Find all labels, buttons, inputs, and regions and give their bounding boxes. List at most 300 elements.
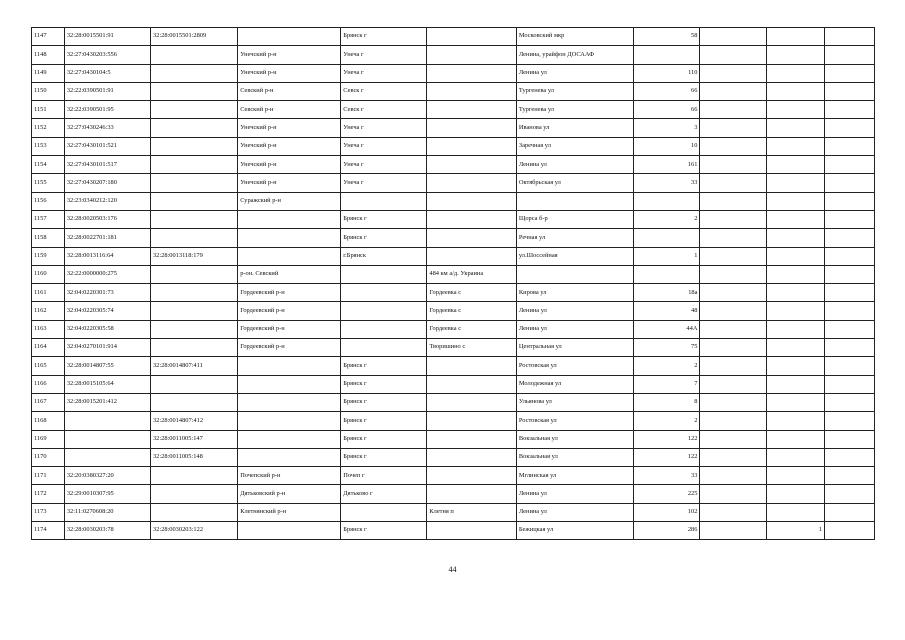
cell-house-number: 48 xyxy=(633,302,700,320)
cell-parent-cadastral-number xyxy=(150,284,237,302)
cell-house-number: 122 xyxy=(633,448,700,466)
cell-cadastral-number: 32:27:0430104:5 xyxy=(64,64,150,82)
cell-district: Клетнянский р-н xyxy=(238,503,341,521)
cell-street: Иванова ул xyxy=(516,119,633,137)
cell-extra-col-2 xyxy=(767,210,825,228)
cell-district xyxy=(238,28,341,46)
cell-extra-col-3 xyxy=(825,46,875,64)
table-row xyxy=(32,156,875,174)
cell-extra-col-1 xyxy=(700,485,767,503)
cell-row-number: 1152 xyxy=(32,119,65,137)
table-row xyxy=(32,339,875,357)
cell-parent-cadastral-number xyxy=(150,101,237,119)
table-row xyxy=(32,174,875,192)
cell-street: Ленина ул xyxy=(516,302,633,320)
cell-extra-col-3 xyxy=(825,82,875,100)
cell-house-number xyxy=(633,192,700,210)
cell-extra-col-3 xyxy=(825,247,875,265)
cell-row-number: 1164 xyxy=(32,339,65,357)
cell-house-number: 10 xyxy=(633,137,700,155)
cell-extra-col-3 xyxy=(825,192,875,210)
cell-extra-col-1 xyxy=(700,28,767,46)
cell-settlement xyxy=(427,229,517,247)
cell-settlement: Гордеевка с xyxy=(427,302,517,320)
cell-extra-col-3 xyxy=(825,339,875,357)
cell-cadastral-number: 32:22:0390501:91 xyxy=(64,82,150,100)
cell-extra-col-3 xyxy=(825,485,875,503)
cell-extra-col-1 xyxy=(700,82,767,100)
cell-street: Щорса б-р xyxy=(516,210,633,228)
cell-house-number: 1 xyxy=(633,247,700,265)
cell-city: Унеча г xyxy=(341,174,427,192)
registry-table-body xyxy=(32,28,875,540)
cell-row-number: 1171 xyxy=(32,467,65,485)
cell-cadastral-number: 32:23:0340212:120 xyxy=(64,192,150,210)
cell-extra-col-1 xyxy=(700,357,767,375)
cell-house-number: 75 xyxy=(633,339,700,357)
cell-settlement xyxy=(427,393,517,411)
cell-settlement xyxy=(427,357,517,375)
cell-settlement: 484 км а/д. Украина xyxy=(427,265,517,283)
cell-extra-col-2 xyxy=(767,82,825,100)
cell-house-number: 2 xyxy=(633,210,700,228)
cell-city: Брянск г xyxy=(341,412,427,430)
cell-city: Дятьково г xyxy=(341,485,427,503)
cell-house-number: 7 xyxy=(633,375,700,393)
cell-city: Брянск г xyxy=(341,430,427,448)
cell-extra-col-2 xyxy=(767,503,825,521)
cell-cadastral-number: 32:27:0430203:556 xyxy=(64,46,150,64)
cell-cadastral-number: 32:04:0220301:73 xyxy=(64,284,150,302)
cell-extra-col-1 xyxy=(700,137,767,155)
cell-cadastral-number: 32:28:0015201:412 xyxy=(64,393,150,411)
cell-house-number: 44А xyxy=(633,320,700,338)
cell-street xyxy=(516,192,633,210)
cell-house-number: 225 xyxy=(633,485,700,503)
cell-settlement xyxy=(427,156,517,174)
cell-house-number: 102 xyxy=(633,503,700,521)
cell-settlement xyxy=(427,485,517,503)
cell-district: Унечский р-н xyxy=(238,64,341,82)
cell-settlement xyxy=(427,375,517,393)
cell-parent-cadastral-number xyxy=(150,174,237,192)
cell-extra-col-1 xyxy=(700,448,767,466)
cell-cadastral-number: 32:22:0390501:95 xyxy=(64,101,150,119)
cell-row-number: 1151 xyxy=(32,101,65,119)
cell-district: Севский р-н xyxy=(238,82,341,100)
cell-extra-col-1 xyxy=(700,192,767,210)
cell-settlement xyxy=(427,64,517,82)
cell-house-number: 33 xyxy=(633,467,700,485)
cell-street: Московский мкр xyxy=(516,28,633,46)
cell-house-number: 8 xyxy=(633,393,700,411)
cell-city xyxy=(341,503,427,521)
cell-street: Октябрьская ул xyxy=(516,174,633,192)
cell-street: Ленина ул xyxy=(516,485,633,503)
cell-district xyxy=(238,210,341,228)
cell-parent-cadastral-number xyxy=(150,265,237,283)
cell-district: Гордеевский р-н xyxy=(238,320,341,338)
cell-extra-col-1 xyxy=(700,522,767,540)
cell-extra-col-1 xyxy=(700,156,767,174)
cell-cadastral-number: 32:28:0014807:55 xyxy=(64,357,150,375)
cell-row-number: 1173 xyxy=(32,503,65,521)
cell-extra-col-1 xyxy=(700,320,767,338)
cell-parent-cadastral-number xyxy=(150,156,237,174)
page-number: 44 xyxy=(448,565,457,574)
cell-city: Почеп г xyxy=(341,467,427,485)
cell-parent-cadastral-number: 32:28:0011005:148 xyxy=(150,448,237,466)
cell-extra-col-1 xyxy=(700,302,767,320)
cell-settlement xyxy=(427,192,517,210)
cell-settlement: Клетня п xyxy=(427,503,517,521)
cell-cadastral-number: 32:04:0220305:74 xyxy=(64,302,150,320)
cell-extra-col-3 xyxy=(825,393,875,411)
cell-extra-col-3 xyxy=(825,137,875,155)
cell-extra-col-3 xyxy=(825,430,875,448)
cell-row-number: 1150 xyxy=(32,82,65,100)
cell-street: Ростовская ул xyxy=(516,357,633,375)
cell-city: Унеча г xyxy=(341,64,427,82)
table-row xyxy=(32,467,875,485)
cell-extra-col-2 xyxy=(767,375,825,393)
cell-extra-col-2 xyxy=(767,174,825,192)
cell-extra-col-2 xyxy=(767,485,825,503)
cell-extra-col-2 xyxy=(767,137,825,155)
cell-extra-col-2 xyxy=(767,467,825,485)
cell-district xyxy=(238,357,341,375)
cell-parent-cadastral-number xyxy=(150,320,237,338)
cell-city: Брянск г xyxy=(341,210,427,228)
cell-extra-col-2 xyxy=(767,119,825,137)
cell-row-number: 1161 xyxy=(32,284,65,302)
cell-street: Речная ул xyxy=(516,229,633,247)
cell-district: Унечский р-н xyxy=(238,137,341,155)
cell-city xyxy=(341,339,427,357)
cell-extra-col-2 xyxy=(767,448,825,466)
cell-settlement: Творишино с xyxy=(427,339,517,357)
cell-extra-col-3 xyxy=(825,320,875,338)
cell-cadastral-number xyxy=(64,430,150,448)
cell-settlement xyxy=(427,119,517,137)
cell-city: Унеча г xyxy=(341,119,427,137)
cell-district xyxy=(238,412,341,430)
cell-extra-col-2 xyxy=(767,28,825,46)
cell-extra-col-1 xyxy=(700,229,767,247)
cell-parent-cadastral-number xyxy=(150,393,237,411)
cell-row-number: 1156 xyxy=(32,192,65,210)
table-row xyxy=(32,393,875,411)
table-row xyxy=(32,485,875,503)
cell-street: Тургенева ул xyxy=(516,82,633,100)
cell-street: Ленина ул xyxy=(516,156,633,174)
cell-parent-cadastral-number xyxy=(150,467,237,485)
cell-row-number: 1160 xyxy=(32,265,65,283)
cell-city: Брянск г xyxy=(341,357,427,375)
cell-cadastral-number: 32:22:0000000:275 xyxy=(64,265,150,283)
cell-house-number xyxy=(633,229,700,247)
table-row xyxy=(32,448,875,466)
cell-street: Ульянова ул xyxy=(516,393,633,411)
cell-extra-col-1 xyxy=(700,467,767,485)
cell-cadastral-number: 32:27:0430101:521 xyxy=(64,137,150,155)
cell-street: Ленина, урайфон ДОСААФ xyxy=(516,46,633,64)
cell-cadastral-number xyxy=(64,448,150,466)
table-row xyxy=(32,503,875,521)
cell-parent-cadastral-number: 32:28:0015501:2809 xyxy=(150,28,237,46)
cell-street: Тургенева ул xyxy=(516,101,633,119)
cell-street: Молодежная ул xyxy=(516,375,633,393)
cell-extra-col-3 xyxy=(825,467,875,485)
cell-settlement xyxy=(427,46,517,64)
cell-district xyxy=(238,522,341,540)
table-row xyxy=(32,210,875,228)
cell-extra-col-2 xyxy=(767,357,825,375)
cell-city: Унеча г xyxy=(341,46,427,64)
cell-city xyxy=(341,284,427,302)
cell-house-number: 110 xyxy=(633,64,700,82)
cell-house-number: 286 xyxy=(633,522,700,540)
cell-extra-col-3 xyxy=(825,265,875,283)
cell-row-number: 1168 xyxy=(32,412,65,430)
cell-city xyxy=(341,320,427,338)
cell-parent-cadastral-number: 32:28:0011005:147 xyxy=(150,430,237,448)
cell-district: Севский р-н xyxy=(238,101,341,119)
cell-extra-col-2 xyxy=(767,430,825,448)
cell-extra-col-1 xyxy=(700,339,767,357)
cell-street: Бежицкая ул xyxy=(516,522,633,540)
cell-street xyxy=(516,265,633,283)
table-row xyxy=(32,375,875,393)
table-row xyxy=(32,82,875,100)
cell-cadastral-number: 32:27:0430246:33 xyxy=(64,119,150,137)
cell-settlement xyxy=(427,412,517,430)
table-row xyxy=(32,265,875,283)
cell-row-number: 1154 xyxy=(32,156,65,174)
cell-extra-col-1 xyxy=(700,430,767,448)
cell-house-number xyxy=(633,46,700,64)
cell-cadastral-number: 32:27:0430207:180 xyxy=(64,174,150,192)
cell-district: Гордеевский р-н xyxy=(238,339,341,357)
cell-row-number: 1157 xyxy=(32,210,65,228)
cell-settlement xyxy=(427,522,517,540)
cell-extra-col-3 xyxy=(825,229,875,247)
cell-house-number: 66 xyxy=(633,101,700,119)
table-row xyxy=(32,229,875,247)
cell-parent-cadastral-number xyxy=(150,64,237,82)
cell-extra-col-3 xyxy=(825,302,875,320)
cell-parent-cadastral-number xyxy=(150,82,237,100)
cell-parent-cadastral-number: 32:28:0014807:412 xyxy=(150,412,237,430)
cell-house-number: 58 xyxy=(633,28,700,46)
cell-extra-col-2 xyxy=(767,229,825,247)
cell-extra-col-3 xyxy=(825,357,875,375)
table-row xyxy=(32,192,875,210)
cell-parent-cadastral-number xyxy=(150,375,237,393)
cell-row-number: 1155 xyxy=(32,174,65,192)
cell-parent-cadastral-number: 32:28:0014807:411 xyxy=(150,357,237,375)
cell-settlement xyxy=(427,28,517,46)
cell-cadastral-number: 32:27:0430101:517 xyxy=(64,156,150,174)
table-row xyxy=(32,247,875,265)
cell-house-number: 3 xyxy=(633,119,700,137)
cell-district: Дятьковский р-н xyxy=(238,485,341,503)
cell-extra-col-3 xyxy=(825,174,875,192)
cell-district: Унечский р-н xyxy=(238,156,341,174)
cell-extra-col-2 xyxy=(767,64,825,82)
cell-cadastral-number: 32:29:0010307:95 xyxy=(64,485,150,503)
cell-district: Унечский р-н xyxy=(238,119,341,137)
cell-district xyxy=(238,247,341,265)
cell-street: Мглинская ул xyxy=(516,467,633,485)
cell-parent-cadastral-number xyxy=(150,192,237,210)
table-row xyxy=(32,28,875,46)
cell-parent-cadastral-number xyxy=(150,210,237,228)
cell-extra-col-1 xyxy=(700,375,767,393)
cell-extra-col-3 xyxy=(825,64,875,82)
cell-extra-col-3 xyxy=(825,284,875,302)
cell-parent-cadastral-number: 32:28:0013118:179 xyxy=(150,247,237,265)
cell-district: Унечский р-н xyxy=(238,46,341,64)
cell-settlement xyxy=(427,430,517,448)
cell-extra-col-2 xyxy=(767,265,825,283)
cell-settlement xyxy=(427,467,517,485)
cell-extra-col-1 xyxy=(700,174,767,192)
cell-parent-cadastral-number xyxy=(150,46,237,64)
cell-district xyxy=(238,393,341,411)
cell-settlement: Гордеевка с xyxy=(427,284,517,302)
cell-cadastral-number: 32:04:0270101:914 xyxy=(64,339,150,357)
cell-settlement xyxy=(427,137,517,155)
cell-row-number: 1153 xyxy=(32,137,65,155)
cell-district: Гордеевский р-н xyxy=(238,302,341,320)
cell-row-number: 1163 xyxy=(32,320,65,338)
cell-house-number: 122 xyxy=(633,430,700,448)
cell-row-number: 1148 xyxy=(32,46,65,64)
cell-row-number: 1172 xyxy=(32,485,65,503)
cell-city xyxy=(341,192,427,210)
cell-settlement xyxy=(427,82,517,100)
table-row xyxy=(32,320,875,338)
cell-city: Брянск г xyxy=(341,229,427,247)
cell-extra-col-3 xyxy=(825,28,875,46)
cell-parent-cadastral-number xyxy=(150,137,237,155)
cell-extra-col-3 xyxy=(825,210,875,228)
cell-city: Унеча г xyxy=(341,156,427,174)
cell-street: ул.Шоссейная xyxy=(516,247,633,265)
table-row xyxy=(32,119,875,137)
cell-district: р-он. Севский xyxy=(238,265,341,283)
cell-row-number: 1165 xyxy=(32,357,65,375)
cell-row-number: 1158 xyxy=(32,229,65,247)
cell-extra-col-2 xyxy=(767,320,825,338)
cell-street: Вокзальная ул xyxy=(516,430,633,448)
cell-cadastral-number: 32:28:0022701:181 xyxy=(64,229,150,247)
cell-street: Центральная ул xyxy=(516,339,633,357)
cell-extra-col-3 xyxy=(825,119,875,137)
cell-parent-cadastral-number xyxy=(150,229,237,247)
cell-extra-col-3 xyxy=(825,101,875,119)
cell-city: Унеча г xyxy=(341,137,427,155)
cell-cadastral-number: 32:28:0015105:64 xyxy=(64,375,150,393)
cell-house-number xyxy=(633,265,700,283)
cell-cadastral-number: 32:28:0015501:91 xyxy=(64,28,150,46)
cell-extra-col-1 xyxy=(700,393,767,411)
cell-cadastral-number: 32:28:0013116:64 xyxy=(64,247,150,265)
cell-cadastral-number: 32:28:0030203:78 xyxy=(64,522,150,540)
cell-extra-col-1 xyxy=(700,412,767,430)
table-row xyxy=(32,46,875,64)
cell-row-number: 1159 xyxy=(32,247,65,265)
cell-row-number: 1174 xyxy=(32,522,65,540)
cell-extra-col-1 xyxy=(700,64,767,82)
cell-extra-col-2 xyxy=(767,284,825,302)
cell-extra-col-3 xyxy=(825,412,875,430)
cell-extra-col-3 xyxy=(825,448,875,466)
cell-city xyxy=(341,302,427,320)
table-row xyxy=(32,357,875,375)
cell-city: Брянск г xyxy=(341,393,427,411)
cell-row-number: 1170 xyxy=(32,448,65,466)
cell-settlement xyxy=(427,210,517,228)
table-row xyxy=(32,64,875,82)
cell-extra-col-1 xyxy=(700,503,767,521)
cell-city: Севск г xyxy=(341,101,427,119)
cell-district xyxy=(238,448,341,466)
cell-street: Заречная ул xyxy=(516,137,633,155)
cell-extra-col-2 xyxy=(767,101,825,119)
cell-row-number: 1147 xyxy=(32,28,65,46)
cell-parent-cadastral-number xyxy=(150,503,237,521)
cell-parent-cadastral-number xyxy=(150,119,237,137)
cell-extra-col-2 xyxy=(767,302,825,320)
cell-house-number: 161 xyxy=(633,156,700,174)
cell-extra-col-1 xyxy=(700,101,767,119)
cell-house-number: 2 xyxy=(633,412,700,430)
cell-district: Почепский р-н xyxy=(238,467,341,485)
cell-parent-cadastral-number xyxy=(150,485,237,503)
cell-city xyxy=(341,265,427,283)
cell-extra-col-3 xyxy=(825,156,875,174)
cell-row-number: 1162 xyxy=(32,302,65,320)
cell-cadastral-number: 32:28:0020503:176 xyxy=(64,210,150,228)
cell-parent-cadastral-number xyxy=(150,339,237,357)
cell-house-number: 18а xyxy=(633,284,700,302)
cell-extra-col-2 xyxy=(767,247,825,265)
cell-city: Брянск г xyxy=(341,28,427,46)
table-row xyxy=(32,522,875,540)
cell-settlement xyxy=(427,247,517,265)
cell-settlement xyxy=(427,101,517,119)
cell-settlement xyxy=(427,448,517,466)
cell-settlement: Гордеевка с xyxy=(427,320,517,338)
cell-extra-col-2: 1 xyxy=(767,522,825,540)
table-row xyxy=(32,137,875,155)
cell-city: Брянск г xyxy=(341,522,427,540)
cell-extra-col-2 xyxy=(767,156,825,174)
cell-extra-col-1 xyxy=(700,265,767,283)
cell-house-number: 2 xyxy=(633,357,700,375)
cell-city: Севск г xyxy=(341,82,427,100)
cell-parent-cadastral-number: 32:28:0030203:122 xyxy=(150,522,237,540)
table-row xyxy=(32,430,875,448)
cell-house-number: 33 xyxy=(633,174,700,192)
table-row xyxy=(32,284,875,302)
cell-row-number: 1169 xyxy=(32,430,65,448)
cell-extra-col-1 xyxy=(700,119,767,137)
cell-row-number: 1166 xyxy=(32,375,65,393)
cell-district xyxy=(238,229,341,247)
